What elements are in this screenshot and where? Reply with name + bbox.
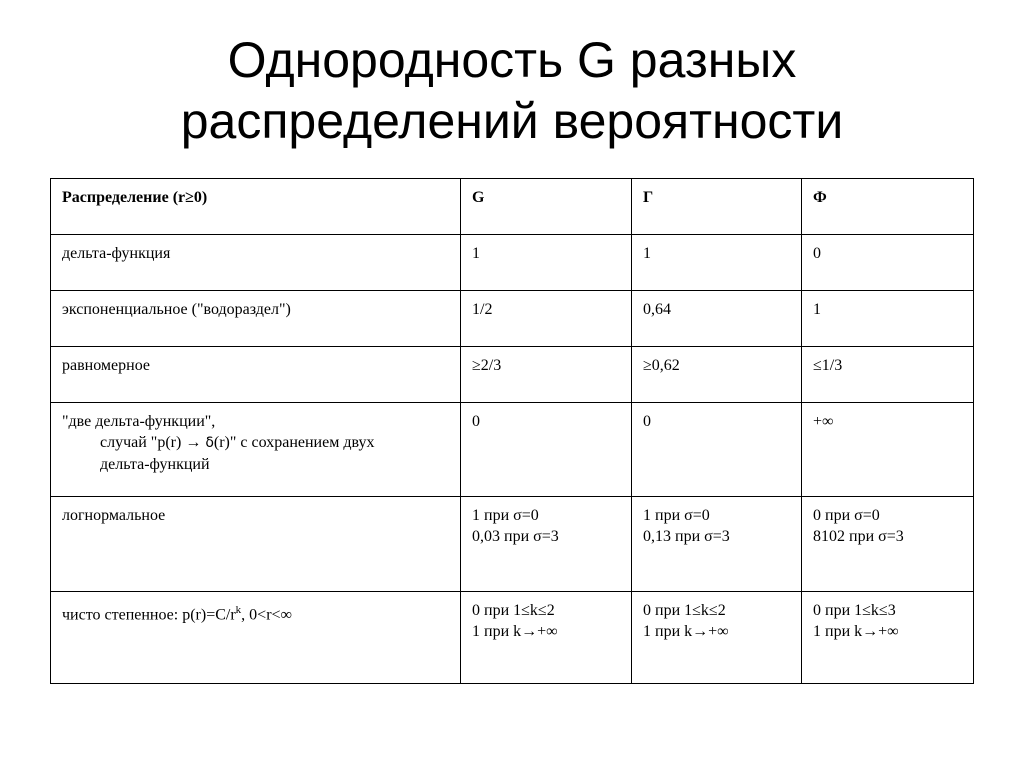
cell-distribution-name xyxy=(51,592,461,684)
cell-gamma-value: 0,64 xyxy=(632,291,802,347)
value-line: 0 при 1≤k≤2 xyxy=(643,602,726,619)
table-header-row xyxy=(51,179,974,235)
cell-gamma-value: ≥0,62 xyxy=(632,347,802,403)
cell-g-value: 0 xyxy=(461,403,632,497)
table-row xyxy=(51,347,974,403)
cell-g-value: 1 xyxy=(461,235,632,291)
header-g: G xyxy=(461,179,632,235)
cell-g-value: 1/2 xyxy=(461,291,632,347)
value-line: 8102 при σ=3 xyxy=(813,528,904,545)
cell-phi-value: 1 xyxy=(802,291,974,347)
value-line: 0 при 1≤k≤3 xyxy=(813,602,896,619)
value-line: 0,13 при σ=3 xyxy=(643,528,730,545)
table-row xyxy=(51,403,974,497)
cell-gamma-value: 1 xyxy=(632,235,802,291)
value-line: 0 при σ=0 xyxy=(813,507,880,524)
slide-title-line-1: Однородность G разных xyxy=(227,32,797,88)
cell-gamma-value xyxy=(632,497,802,592)
table-row xyxy=(51,235,974,291)
table-row xyxy=(51,592,974,684)
cell-phi-value xyxy=(802,592,974,684)
value-line: 1 при k→+∞ xyxy=(643,623,729,640)
cell-distribution-name: логнормальное xyxy=(51,497,461,592)
name-text: случай "p(r) → xyxy=(100,434,206,451)
name-line xyxy=(62,432,450,454)
value-line: 1 при k→+∞ xyxy=(472,623,558,640)
cell-g-value xyxy=(461,497,632,592)
cell-distribution-name xyxy=(51,403,461,497)
homogeneity-table xyxy=(50,178,974,684)
cell-distribution-name: равномерное xyxy=(51,347,461,403)
cell-phi-value: +∞ xyxy=(802,403,974,497)
name-text: , 0<r<∞ xyxy=(241,606,292,624)
header-distribution: Распределение (r≥0) xyxy=(51,179,461,235)
value-line: 1 при k→+∞ xyxy=(813,623,899,640)
value-line: 1 при σ=0 xyxy=(472,507,539,524)
cell-phi-value: ≤1/3 xyxy=(802,347,974,403)
cell-distribution-name: экспоненциальное ("водораздел") xyxy=(51,291,461,347)
header-phi: Ф xyxy=(802,179,974,235)
cell-gamma-value xyxy=(632,592,802,684)
exponent: k xyxy=(235,604,242,616)
name-text: (r)" с сохранением двух xyxy=(213,434,375,451)
header-gamma: Г xyxy=(632,179,802,235)
name-line: дельта-функций xyxy=(100,456,210,473)
table-row xyxy=(51,291,974,347)
cell-g-value: ≥2/3 xyxy=(461,347,632,403)
name-text: чисто степенное: p(r)=C/r xyxy=(62,606,236,624)
value-line: 1 при σ=0 xyxy=(643,507,710,524)
cell-gamma-value: 0 xyxy=(632,403,802,497)
slide-title-line-2: распределений вероятности xyxy=(180,93,844,149)
table-row xyxy=(51,497,974,592)
value-line: 0 при 1≤k≤2 xyxy=(472,602,555,619)
cell-g-value xyxy=(461,592,632,684)
value-line: 0,03 при σ=3 xyxy=(472,528,559,545)
delta-symbol: δ xyxy=(205,435,214,451)
cell-distribution-name: дельта-функция xyxy=(51,235,461,291)
cell-phi-value xyxy=(802,497,974,592)
cell-phi-value: 0 xyxy=(802,235,974,291)
slide-title xyxy=(0,30,1024,152)
name-line: "две дельта-функции", xyxy=(62,413,216,430)
